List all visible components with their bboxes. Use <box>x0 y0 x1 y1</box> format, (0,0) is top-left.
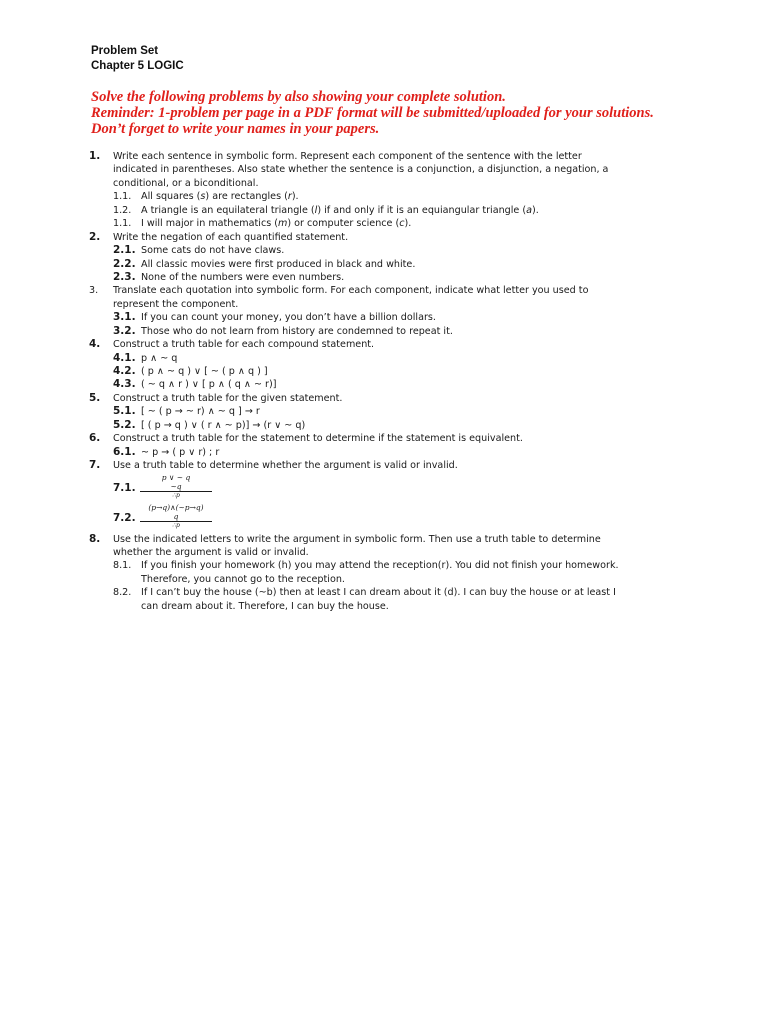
problem-number: 2. <box>89 230 101 243</box>
problem-text: Write each sentence in symbolic form. Represent each component of the sentence with the letter <box>113 151 582 162</box>
sub-item-number: 4.3. <box>113 378 136 391</box>
argument-premise: ~q <box>170 481 182 491</box>
sub-item-text: All classic movies were first produced in black and white. <box>141 258 416 270</box>
sub-item-text <box>141 190 299 203</box>
problem-text: represent the component. <box>113 298 239 310</box>
variable-letter: m <box>278 218 288 230</box>
sub-item-text: Some cats do not have claws. <box>141 245 285 257</box>
sub-item-number: 5.2. <box>113 418 136 431</box>
problem-2 <box>0 231 768 244</box>
sub-item-text: ( p ∧ ~ q ) ∨ [ ~ ( p ∧ q ) ] <box>141 366 268 377</box>
problem-text: Use the indicated letters to write the argument in symbolic form. Then use a truth table to determine <box>113 533 601 545</box>
argument-premise: p ∨ ~ q <box>161 472 191 482</box>
problem-5 <box>0 392 768 405</box>
sub-item-text <box>141 217 411 230</box>
argument-conclusion: ∴p <box>172 521 180 529</box>
sub-item-text: If you can count your money, you don’t have a billion dollars. <box>141 312 436 324</box>
sub-item-3-1 <box>0 311 768 324</box>
problem-number: 7. <box>89 459 101 472</box>
sub-item-number: 8.1. <box>113 560 132 572</box>
problem-8 <box>0 533 768 546</box>
text-part: ). <box>404 218 412 230</box>
text-part: A triangle is an equilateral triangle ( <box>141 204 315 216</box>
problem-6 <box>0 432 768 445</box>
problem-text-line <box>0 546 768 559</box>
sub-item-5-2 <box>0 419 768 432</box>
variable-letter: s <box>200 191 206 203</box>
problem-number: 5. <box>89 391 101 404</box>
sub-item-2-2 <box>0 258 768 271</box>
sub-item-text: None of the numbers were even numbers. <box>141 271 345 283</box>
sub-item-text: p ∧ ~ q <box>141 352 178 364</box>
problem-text: conditional, or a biconditional. <box>113 177 259 189</box>
problem-4 <box>0 338 768 351</box>
sub-item-number: 4.1. <box>113 351 136 364</box>
problem-number: 8. <box>89 532 101 545</box>
problem-text: indicated in parentheses. Also state whether the sentence is a conjunction, a disjunction, a negation, a <box>113 164 609 176</box>
problem-3 <box>0 284 768 297</box>
sub-item-8-1 <box>0 559 768 572</box>
variable-letter: r <box>287 191 292 203</box>
sub-item-number: 5.1. <box>113 405 136 418</box>
sub-item-7-2 <box>0 503 768 533</box>
sub-item-text: Therefore, you cannot go to the reception. <box>141 573 345 585</box>
sub-item-2-1 <box>0 244 768 257</box>
header-title: Problem Set <box>91 45 159 57</box>
sub-item-4-1 <box>0 352 768 365</box>
problem-text: Translate each quotation into symbolic form. For each component, indicate what letter you used to <box>113 285 589 297</box>
sub-item-text: Those who do not learn from history are condemned to repeat it. <box>141 325 453 337</box>
problem-text: Construct a truth table for the statement to determine if the statement is equivalent. <box>113 433 523 445</box>
sub-item-number: 7.2. <box>113 511 136 524</box>
sub-item-4-3 <box>0 378 768 391</box>
sub-item-number: 2.2. <box>113 257 136 270</box>
sub-item-7-1 <box>0 473 768 503</box>
sub-item-4-2 <box>0 365 768 378</box>
problem-number: 1. <box>89 150 101 162</box>
sub-item-number: 1.2. <box>113 204 132 216</box>
problem-text-line <box>0 163 768 176</box>
problem-7 <box>0 459 768 472</box>
sub-item-number: 8.2. <box>113 587 132 599</box>
text-part: ) are rectangles ( <box>205 191 288 203</box>
problem-text: Construct a truth table for the given statement. <box>113 392 343 404</box>
sub-item-5-1 <box>0 405 768 418</box>
problem-text-line <box>0 298 768 311</box>
problem-text-line <box>0 177 768 190</box>
text-part: ) or computer science ( <box>287 218 400 230</box>
problem-text: Use a truth table to determine whether the argument is valid or invalid. <box>113 460 458 472</box>
problem-text: Write the negation of each quantified statement. <box>113 231 349 243</box>
sub-item-1-1 <box>0 190 768 203</box>
problem-text: whether the argument is valid or invalid. <box>113 546 309 558</box>
sub-item-number: 1.1. <box>113 218 132 230</box>
text-part: All squares ( <box>141 191 201 203</box>
text-part: I will major in mathematics ( <box>141 218 279 230</box>
sub-item-text-line <box>0 573 768 586</box>
text-part: ). <box>291 191 299 203</box>
sub-item-text: ~ p → ( p ∨ r) ; r <box>141 446 220 458</box>
text-part: ) if and only if it is an equiangular triangle ( <box>317 204 527 216</box>
problem-text: Construct a truth table for each compound statement. <box>113 339 375 351</box>
problem-1 <box>0 150 768 163</box>
problem-list <box>0 150 768 613</box>
argument-conclusion: ∴p <box>172 491 180 499</box>
argument-premise: q <box>173 511 179 521</box>
sub-item-2-3 <box>0 271 768 284</box>
variable-letter: c <box>399 218 405 230</box>
sub-item-number: 2.3. <box>113 270 136 283</box>
problem-number: 4. <box>89 338 101 351</box>
problem-number: 6. <box>89 432 101 445</box>
sub-item-number: 3.1. <box>113 311 136 324</box>
sub-item-8-2 <box>0 586 768 599</box>
variable-letter: l <box>314 204 318 216</box>
problem-number: 3. <box>89 285 99 297</box>
sub-item-text: [ ( p → q ) ∨ ( r ∧ ~ p)] → (r ∨ ~ q) <box>141 419 306 431</box>
instructions-block <box>91 89 691 137</box>
sub-item-text: [ ~ ( p → ~ r) ∧ ~ q ] → r <box>141 406 260 418</box>
argument-form <box>140 473 212 500</box>
sub-item-text <box>141 204 539 217</box>
sub-item-text: If I can’t buy the house (~b) then at least I can dream about it (d). I can buy the house or at least I <box>141 587 616 599</box>
sub-item-number: 2.1. <box>113 244 136 257</box>
sub-item-3-2 <box>0 325 768 338</box>
sub-item-text: If you finish your homework (h) you may attend the reception(r). You did not finish your homework. <box>141 560 619 572</box>
sub-item-1-3 <box>0 217 768 230</box>
instruction-line-1: Solve the following problems by also showing your complete solution. <box>91 89 506 105</box>
sub-item-number: 3.2. <box>113 324 136 337</box>
text-part: ). <box>532 204 539 216</box>
sub-item-number: 4.2. <box>113 365 136 377</box>
instruction-line-2: Reminder: 1-problem per page in a PDF format will be submitted/uploaded for your solutions. Don’t forget to write your names in your papers. <box>91 105 654 137</box>
sub-item-number: 7.1. <box>113 481 136 494</box>
document-header <box>91 44 184 74</box>
sub-item-6-1 <box>0 446 768 459</box>
header-chapter: Chapter 5 LOGIC <box>91 60 184 72</box>
sub-item-text: ( ~ q ∧ r ) ∨ [ p ∧ ( q ∧ ~ r)] <box>141 379 277 391</box>
variable-letter: a <box>526 204 533 216</box>
argument-form <box>140 503 212 530</box>
sub-item-text: can dream about it. Therefore, I can buy the house. <box>141 600 389 612</box>
sub-item-number: 6.1. <box>113 445 136 458</box>
sub-item-text-line <box>0 600 768 613</box>
argument-premise: (p→q)∧(~p→q) <box>148 502 204 512</box>
sub-item-number: 1.1. <box>113 191 132 203</box>
sub-item-1-2 <box>0 204 768 217</box>
